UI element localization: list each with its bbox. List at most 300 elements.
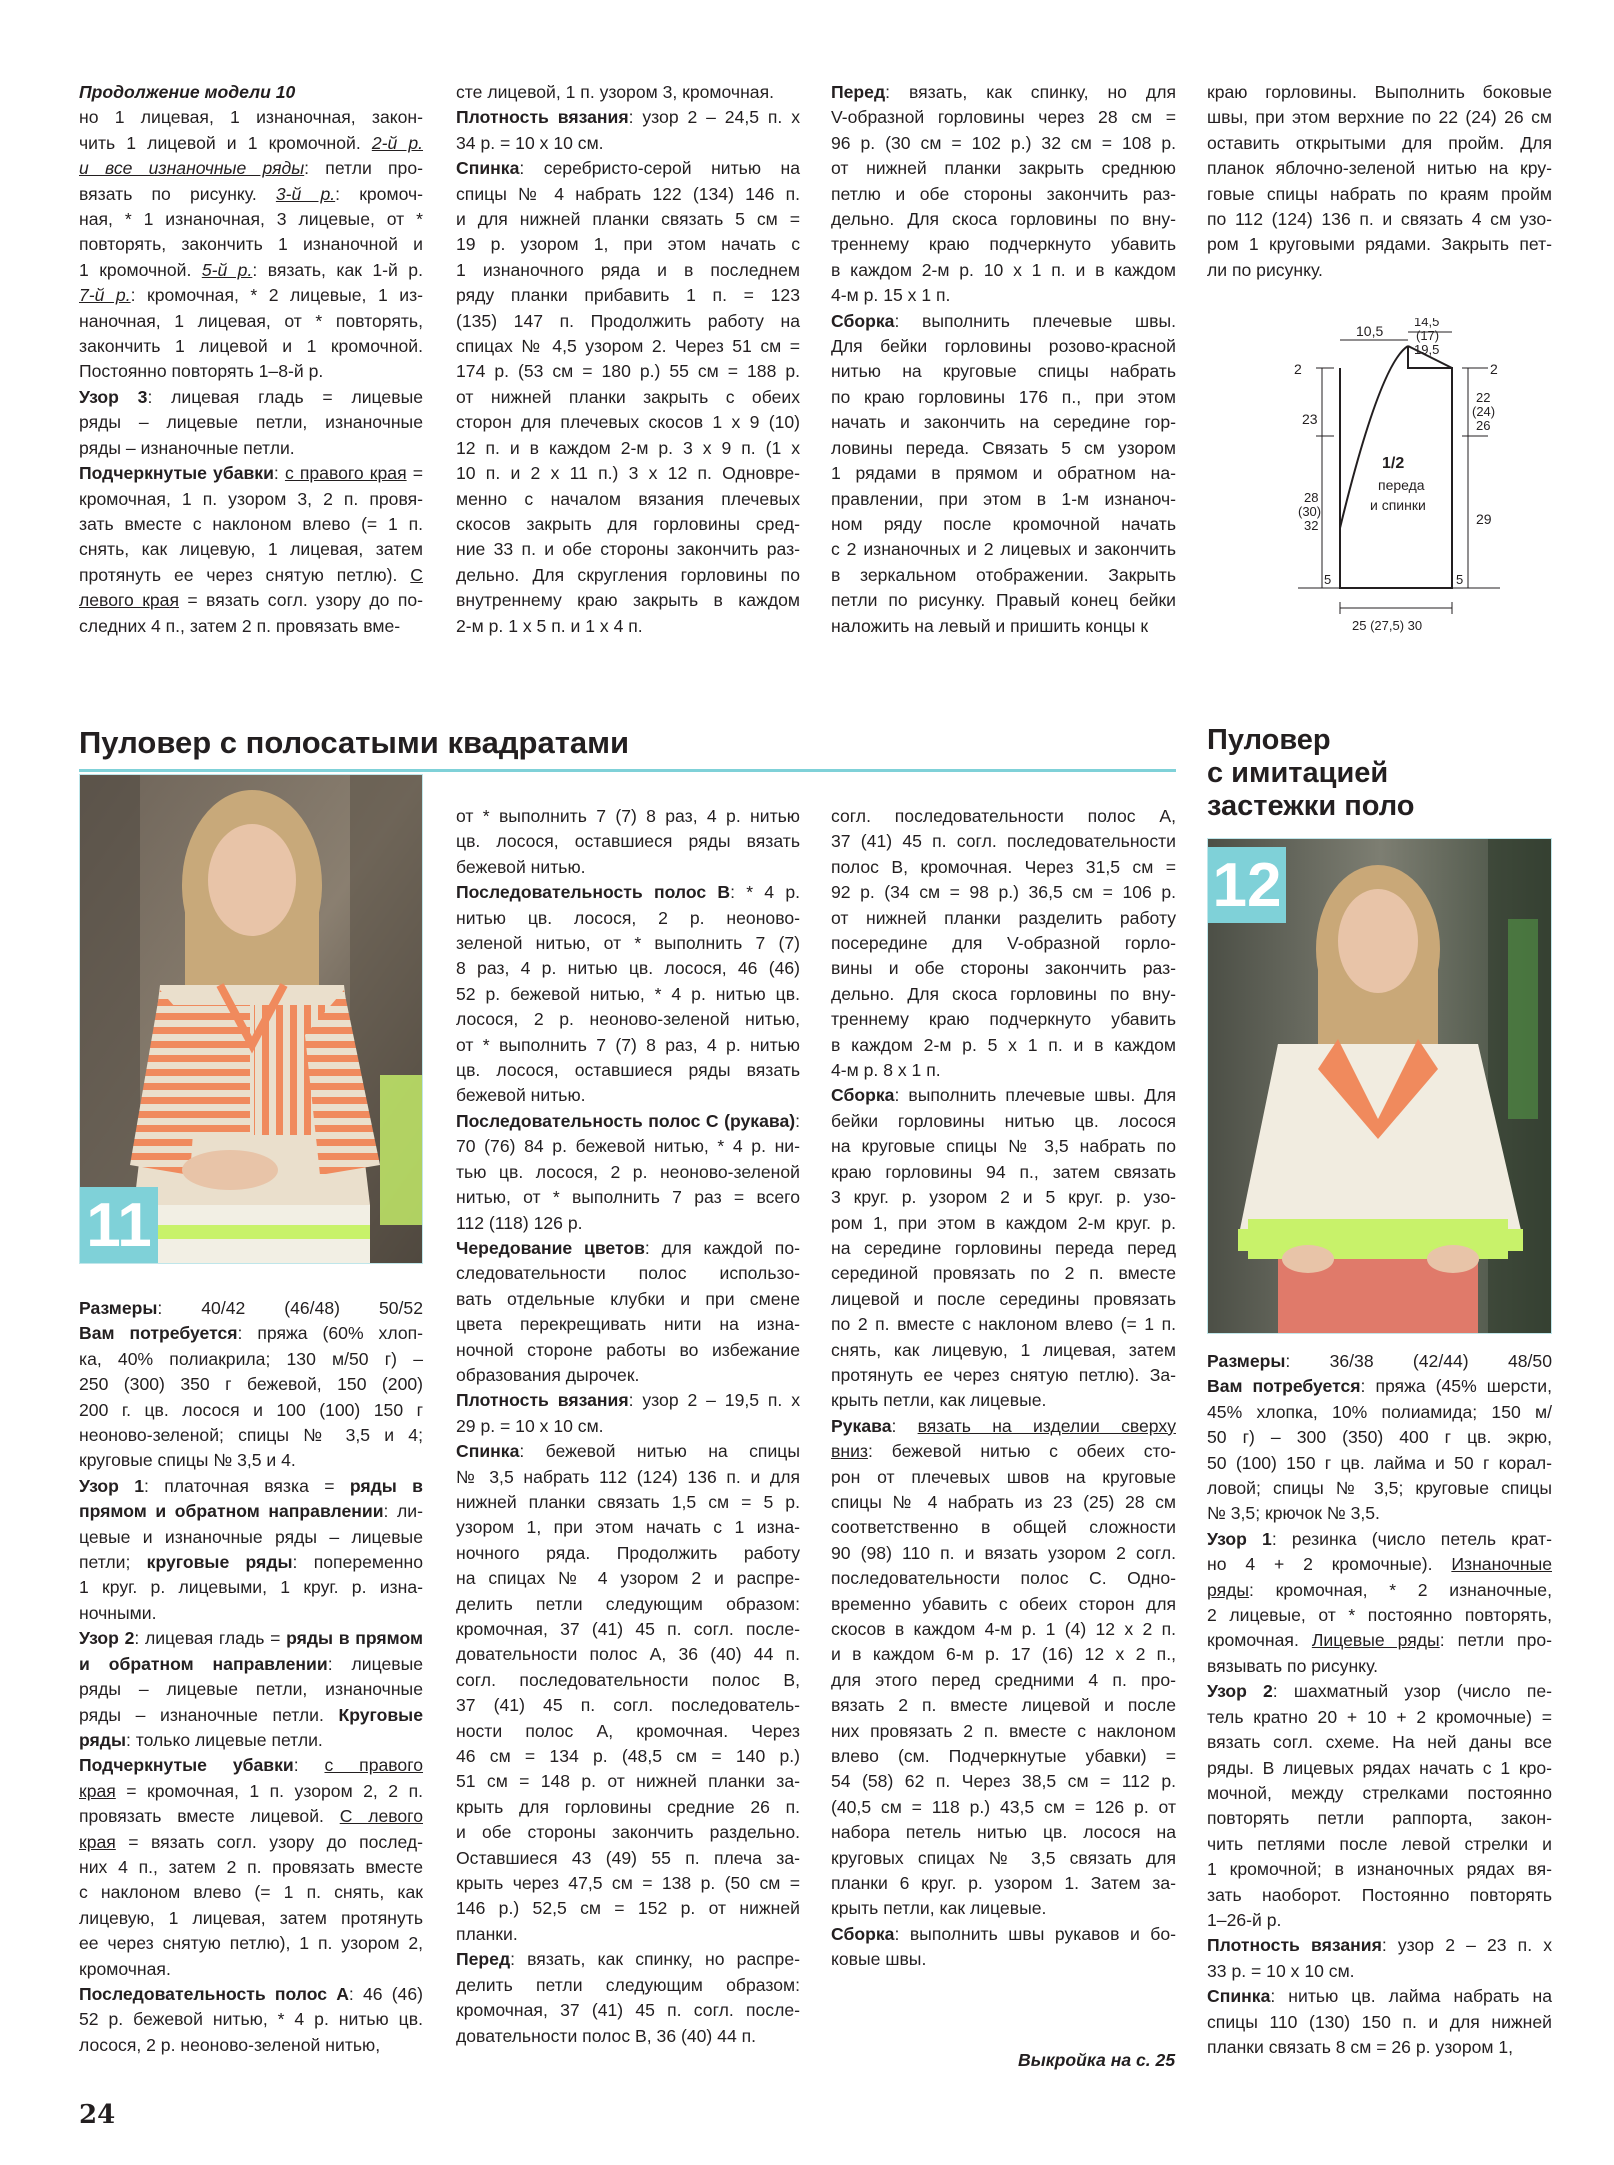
text-run: них провязать 2 п. вместе с наклоном xyxy=(831,1720,1176,1741)
text-line xyxy=(831,1414,1176,1439)
text-run: снять, как лицевую, 1 лицевая, затем xyxy=(831,1339,1176,1360)
text-run: согл. последовательности полос В, xyxy=(456,1669,800,1690)
text-line xyxy=(456,1820,800,1845)
text-line xyxy=(79,512,423,537)
text-run: 34 р. = 10 х 10 см. xyxy=(456,132,604,153)
text-run: 8 раз, 4 р. нитью цв. лосося, 46 (46) xyxy=(456,958,800,979)
text-line xyxy=(831,880,1176,905)
text-run: 90 (98) 110 п. и вязать узором 2 согл. xyxy=(831,1542,1176,1563)
text-line xyxy=(79,1830,423,1855)
text-line xyxy=(456,1007,800,1032)
text-line xyxy=(456,207,800,232)
text-run: : для каждой по- xyxy=(644,1237,800,1258)
underlined-term: ряды xyxy=(1207,1579,1250,1600)
text-run: нитью, от * выполнить 7 раз = всего xyxy=(456,1187,800,1208)
text-line xyxy=(456,1769,800,1794)
text-run: швы, при этом верхние по 22 (24) 26 см xyxy=(1207,107,1552,128)
text-line xyxy=(1207,1806,1552,1831)
text-run: бежевой нитью. xyxy=(456,1085,586,1106)
schema-label: 14,5 xyxy=(1414,318,1440,329)
bold-term: Подчеркнутые убавки xyxy=(79,463,274,484)
text-run: 10 п. и 2 х 11 п.) 3 х 12 п. Одновре- xyxy=(456,463,800,484)
text-run: крыть через 47,5 см = 138 р. (50 см = xyxy=(456,1873,800,1894)
text-line xyxy=(79,1626,423,1651)
text-line xyxy=(456,1947,800,1972)
text-run: : петли про- xyxy=(304,158,423,179)
text-line xyxy=(456,1211,800,1236)
text-run: соответственно в общей сложности xyxy=(831,1517,1176,1538)
text-run: наложить на левый и пришить концы к xyxy=(831,615,1149,636)
bold-term: Последовательность полос В xyxy=(456,882,731,903)
text-line xyxy=(456,1566,800,1591)
text-run: 1 кромочной. xyxy=(79,259,202,280)
text-run: узором 1, при этом начать с 1 изна- xyxy=(456,1517,800,1538)
text-run: лицевой и после середины провязать xyxy=(831,1288,1176,1309)
text-run: петли; xyxy=(79,1552,147,1573)
text-run: : шахматный узор (число пе- xyxy=(1272,1681,1552,1702)
model-11-col-1 xyxy=(79,1296,423,2058)
text-line xyxy=(831,1668,1176,1693)
text-line xyxy=(831,258,1176,283)
text-line xyxy=(456,1973,800,1998)
text-line xyxy=(831,1820,1176,1845)
text-line xyxy=(79,1474,423,1499)
text-run: набора петель нитью цв. лосося на xyxy=(831,1822,1176,1843)
text-run: 54 (58) 62 п. Через 38,5 см = 112 р. xyxy=(831,1771,1176,1792)
text-line xyxy=(79,436,423,461)
text-run: 96 р. (30 см = 102 р.) 32 см = 108 р. xyxy=(831,132,1176,153)
text-run: ночного ряда. Продолжить работу xyxy=(456,1542,800,1563)
text-line xyxy=(79,156,423,181)
text-line xyxy=(456,982,800,1007)
text-line xyxy=(456,487,800,512)
text-run: в каждом 2-м р. 5 х 1 п. и в каждом xyxy=(831,1034,1176,1055)
text-line xyxy=(456,1439,800,1464)
text-run: : петли про- xyxy=(1439,1630,1553,1651)
text-run: 3 круг. р. узором 2 и 5 круг. р. узо- xyxy=(831,1187,1176,1208)
bold-term: Сборка xyxy=(831,1085,895,1106)
text-run: с 2 изнаночных и 2 лицевых и закончить xyxy=(831,539,1176,560)
text-line xyxy=(456,2024,800,2049)
text-line xyxy=(831,1109,1176,1134)
text-line xyxy=(456,1465,800,1490)
text-run: чить петлями после левой стрелки и xyxy=(1207,1833,1552,1854)
text-line xyxy=(1207,182,1552,207)
text-line xyxy=(831,563,1176,588)
text-run: : бежевой нитью с обеих сто- xyxy=(867,1441,1176,1462)
text-run: 4-м р. 15 х 1 п. xyxy=(831,285,951,306)
text-run: 46 см = 134 р. (48,5 см = 140 р.) xyxy=(456,1746,800,1767)
bold-term: Узор 1 xyxy=(1207,1528,1272,1549)
text-line xyxy=(1207,1628,1552,1653)
text-line xyxy=(1207,1756,1552,1781)
text-run: нижней планки связать 1,5 см = 5 р. xyxy=(456,1491,800,1512)
text-run: 37 (41) 45 п. согл. последователь- xyxy=(456,1695,800,1716)
text-run: ка, 40% полиакрила; 130 м/50 г) – xyxy=(79,1348,423,1369)
text-line xyxy=(79,1321,423,1346)
text-line xyxy=(456,436,800,461)
text-line xyxy=(79,131,423,156)
text-run: 33 р. = 10 х 10 см. xyxy=(1207,1960,1355,1981)
text-line xyxy=(79,334,423,359)
text-run: 1 рядами в прямом и обратном на- xyxy=(831,463,1176,484)
text-line xyxy=(831,931,1176,956)
text-line xyxy=(831,283,1176,308)
text-run: спицы 110 (130) 150 п. и для нижней xyxy=(1207,2011,1552,2032)
text-run: повторять, закончить 1 изнаночной и xyxy=(79,234,423,255)
text-line xyxy=(831,1693,1176,1718)
bold-term: Плотность вязания xyxy=(456,1390,629,1411)
bold-term: Узор 2 xyxy=(1207,1681,1273,1702)
text-line xyxy=(456,956,800,981)
text-run: довательности полос А, 36 (40) 44 п. xyxy=(456,1644,800,1665)
text-run: протянуть ее через снятую петлю). xyxy=(79,564,411,585)
text-run: : кромочная, * 2 лицевые, 1 из- xyxy=(130,285,424,306)
text-run: скосов закрыть для горловины сред- xyxy=(456,513,800,534)
bold-term: Перед xyxy=(831,82,886,102)
text-run: оставить открытыми для пройм. Для xyxy=(1207,132,1552,153)
underlined-term: края xyxy=(79,1831,116,1852)
schema-label: (24) xyxy=(1472,404,1496,419)
text-line xyxy=(831,1617,1176,1642)
text-line xyxy=(831,232,1176,257)
text-line xyxy=(831,804,1176,829)
text-line xyxy=(1207,2035,1552,2060)
text-run: мочной, между стрелками постоянно xyxy=(1207,1782,1552,1803)
text-line xyxy=(79,385,423,410)
text-run: = вязать согл. узору до по- xyxy=(178,590,423,611)
text-line xyxy=(456,461,800,486)
text-line xyxy=(831,1160,1176,1185)
underlined-term: вязать на изделии сверху xyxy=(917,1415,1176,1436)
text-run: : лицевая гладь = xyxy=(134,1628,287,1649)
underlined-term: С xyxy=(410,564,423,585)
text-line xyxy=(831,1363,1176,1388)
text-line xyxy=(456,283,800,308)
text-line xyxy=(831,1642,1176,1667)
underlined-term: с правого края xyxy=(284,463,407,484)
text-line xyxy=(1207,1374,1552,1399)
text-run: 52 р. бежевой нитью, * 4 р. нитью цв. xyxy=(456,983,800,1004)
text-run: : выполнить плечевые швы. Для xyxy=(894,1085,1176,1106)
text-run: делить петли следующим образом: xyxy=(456,1593,800,1614)
model-12-title xyxy=(1207,724,1414,823)
text-line xyxy=(79,1601,423,1626)
text-line xyxy=(79,1550,423,1575)
text-run: кромочная. xyxy=(1207,1630,1312,1651)
text-run: : попеременно xyxy=(292,1552,423,1573)
schema-label: 2 xyxy=(1294,361,1302,377)
pattern-page-reference: Выкройка на с. 25 xyxy=(1018,2050,1176,2070)
text-run: V-образной горловины через 28 см = xyxy=(831,107,1176,128)
bold-term: Вам потребуется xyxy=(1207,1376,1361,1397)
text-line xyxy=(831,1388,1176,1413)
text-line xyxy=(456,1896,800,1921)
text-run: лосося, 2 р. неоново-зеленой нитью, xyxy=(79,2034,381,2055)
text-line xyxy=(456,1414,800,1439)
text-run: : резинка (число петель крат- xyxy=(1271,1528,1552,1549)
underlined-term: вниз xyxy=(831,1441,868,1462)
text-run: дельно. Для скоса горловины по вну- xyxy=(831,983,1176,1004)
text-run: ряды – лицевые петли, изнаночные xyxy=(79,1679,423,1700)
text-line xyxy=(79,309,423,334)
text-line xyxy=(79,2007,423,2032)
bold-term: Спинка xyxy=(456,158,520,179)
text-run: кромочная, 37 (41) 45 п. согл. после- xyxy=(456,2000,800,2021)
text-run: кромочная, 1 п. узором 3, 2 п. провя- xyxy=(79,488,423,509)
text-line xyxy=(456,80,800,105)
text-line xyxy=(831,1033,1176,1058)
text-line xyxy=(79,1398,423,1423)
text-run: кромочная. xyxy=(79,1958,171,1979)
text-line xyxy=(1207,1654,1552,1679)
text-line xyxy=(1207,1959,1552,1984)
text-run: 200 г. цв. лосося и 100 (100) 150 г xyxy=(79,1399,423,1420)
text-line xyxy=(79,1728,423,1753)
text-run: : лицевые xyxy=(327,1653,424,1674)
text-line xyxy=(456,1058,800,1083)
text-line xyxy=(79,588,423,613)
text-run: 250 (300) 350 г бежевой, 150 (200) xyxy=(79,1374,423,1395)
text-run: ная, * 1 изнаночная, 3 лицевые, от * xyxy=(79,209,423,230)
underlined-term: и все изнаночные ряды xyxy=(79,158,305,179)
text-run: зать наоборот. Постоянно повторять xyxy=(1207,1884,1552,1905)
bold-term: Вам потребуется xyxy=(79,1323,238,1344)
schema-label: 5 xyxy=(1324,572,1332,587)
text-line xyxy=(1207,131,1552,156)
bold-term: Узор 1 xyxy=(79,1475,145,1496)
text-line xyxy=(831,1541,1176,1566)
text-line xyxy=(456,182,800,207)
text-line xyxy=(456,131,800,156)
text-run: = xyxy=(406,463,423,484)
text-line xyxy=(831,80,1176,105)
text-run: ночной стороне работы во избежание xyxy=(456,1339,800,1360)
underlined-term: края xyxy=(79,1780,116,1801)
text-line xyxy=(79,258,423,283)
text-line xyxy=(831,1795,1176,1820)
text-run: провязать вместе лицевой. xyxy=(79,1806,340,1827)
text-run: полос В, кромочная. Через 31,5 см = xyxy=(831,856,1176,877)
text-run: ром 1 круговыми рядами. Закрыть пет- xyxy=(1207,234,1552,255)
text-line xyxy=(1207,1705,1552,1730)
text-line xyxy=(456,880,800,905)
text-line xyxy=(831,410,1176,435)
text-run: на спицах № 4 узором 2 и распре- xyxy=(456,1568,800,1589)
text-run: : 36/38 (42/44) 48/50 xyxy=(1285,1351,1552,1371)
text-line xyxy=(456,1490,800,1515)
schema-label: 29 xyxy=(1476,511,1492,527)
text-run: цвета перекрещивать нити на изна- xyxy=(456,1314,800,1335)
text-line xyxy=(456,1515,800,1540)
text-line xyxy=(831,1083,1176,1108)
text-run: от * выполнить 7 (7) 8 раз, 4 р. нитью xyxy=(456,806,800,826)
text-run: вязывать по рисунку. xyxy=(1207,1655,1378,1676)
text-run: от нижней планки закрыть среднюю xyxy=(831,158,1176,179)
text-line xyxy=(831,182,1176,207)
text-run: ловины переда. Связать 5 см узором xyxy=(831,437,1176,458)
text-line xyxy=(456,1312,800,1337)
text-line xyxy=(831,829,1176,854)
text-run: от нижней планки разделить работу xyxy=(831,907,1176,928)
text-run: 92 р. (34 см = 98 р.) 36,5 см = 106 р. xyxy=(831,882,1176,903)
text-run: ние 33 п. и обе стороны закончить раз- xyxy=(456,539,800,560)
text-run: согл. последовательности полос А, xyxy=(831,806,1176,826)
text-line xyxy=(1207,156,1552,181)
text-run: вязать 2 п. вместе лицевой и после xyxy=(831,1695,1176,1716)
text-line xyxy=(456,232,800,257)
text-line xyxy=(1207,1679,1552,1704)
text-line xyxy=(456,1744,800,1769)
text-run: 50 (100) 150 г цв. лайма и 50 г корал- xyxy=(1207,1452,1552,1473)
text-line xyxy=(1207,1476,1552,1501)
text-line xyxy=(456,105,800,130)
text-run: образования дырочек. xyxy=(456,1364,640,1385)
text-line xyxy=(79,410,423,435)
underlined-term: 5-й р. xyxy=(201,259,253,280)
text-run: начать и закончить на середине гор- xyxy=(831,412,1176,433)
underlined-term: С левого xyxy=(339,1806,423,1827)
text-line xyxy=(79,2033,423,2058)
text-line xyxy=(831,1947,1176,1972)
text-line xyxy=(1207,1400,1552,1425)
text-line xyxy=(1207,105,1552,130)
text-line xyxy=(456,1261,800,1286)
text-line xyxy=(79,487,423,512)
text-line xyxy=(1207,1603,1552,1628)
bold-term: прямом и обратном направлении xyxy=(79,1501,384,1522)
text-run: Оставшиеся 43 (49) 55 п. плеча за- xyxy=(456,1847,800,1868)
text-line xyxy=(79,461,423,486)
text-line xyxy=(456,1617,800,1642)
model-11-col-2 xyxy=(456,804,800,2049)
text-run: ее через снятую петлю), 1 п. узором 2, xyxy=(79,1933,423,1954)
text-run: 51 см = 148 р. от нижней планки за- xyxy=(456,1771,800,1792)
text-line xyxy=(79,80,423,105)
text-run: ном ряду после кромочной начать xyxy=(831,513,1176,534)
text-run: повторять петли раппорта, закон- xyxy=(1207,1808,1552,1829)
bold-term: Размеры xyxy=(79,1298,158,1318)
text-line xyxy=(456,855,800,880)
text-line xyxy=(1207,1501,1552,1526)
text-line xyxy=(831,537,1176,562)
page-number: 24 xyxy=(79,2100,116,2130)
text-line xyxy=(79,232,423,257)
text-run: : лицевая гладь = лицевые xyxy=(147,386,423,407)
model-11-number: 11 xyxy=(80,1187,158,1263)
text-line xyxy=(831,855,1176,880)
text-run: спицах № 4,5 узором 2. Через 51 см = xyxy=(456,336,800,357)
text-line xyxy=(79,359,423,384)
text-line xyxy=(831,1846,1176,1871)
text-run: : xyxy=(795,1110,800,1131)
text-line xyxy=(831,487,1176,512)
text-line xyxy=(831,1261,1176,1286)
text-run: : 46 (46) xyxy=(348,1983,423,2004)
text-run: круговые спицы № 3,5 и 4. xyxy=(79,1450,296,1471)
model-12-title-line-1: Пуловер xyxy=(1207,724,1331,756)
text-line xyxy=(831,614,1176,639)
text-run: : кромоч- xyxy=(335,183,423,204)
text-run: : серебристо-серой нитью на xyxy=(519,158,800,179)
text-run: говые спицы набрать по краям пройм xyxy=(1207,183,1552,204)
text-line xyxy=(1207,2010,1552,2035)
text-line xyxy=(831,461,1176,486)
text-line xyxy=(831,1439,1176,1464)
text-line xyxy=(456,1719,800,1744)
underlined-term: 7-й р. xyxy=(79,285,131,306)
text-line xyxy=(456,309,800,334)
text-run: № 3,5 набрать 112 (124) 136 п. и для xyxy=(456,1466,800,1487)
bold-term: Продолжение модели 10 xyxy=(79,82,296,102)
text-line xyxy=(831,1058,1176,1083)
text-line xyxy=(456,614,800,639)
text-run: по 112 (124) 136 п. и связать 4 см узо- xyxy=(1207,209,1552,230)
text-run: дельно. Для скоса горловины по вну- xyxy=(831,209,1176,230)
text-line xyxy=(1207,1883,1552,1908)
text-run: : вязать, как 1-й р. xyxy=(252,259,423,280)
bold-term: Сборка xyxy=(831,1923,895,1944)
model-12-photo xyxy=(1207,838,1552,1334)
text-run: 19 р. узором 1, при этом начать с xyxy=(456,234,800,255)
schema-label: 19,5 xyxy=(1414,342,1440,357)
bold-term: Последовательность полос А xyxy=(79,1983,349,2004)
text-run: 146 р.) 52,5 см = 152 р. от нижней xyxy=(456,1898,800,1919)
text-run: планки. xyxy=(456,1923,518,1944)
text-run: закончить 1 лицевой и 1 кромочной. xyxy=(79,336,423,357)
bold-term: ряды в xyxy=(349,1475,423,1496)
text-run: : выполнить швы рукавов и бо- xyxy=(894,1923,1176,1944)
text-line xyxy=(1207,1425,1552,1450)
text-run: дельно. Для скругления горловины по xyxy=(456,564,800,585)
text-line xyxy=(831,982,1176,1007)
text-run: : платочная вязка = xyxy=(144,1475,350,1496)
underlined-term: 2-й р. xyxy=(371,132,424,153)
schema-label: 26 xyxy=(1476,418,1491,433)
text-line xyxy=(456,588,800,613)
text-run: от нижней планки закрыть с обеих xyxy=(456,386,800,407)
bold-term: Перед xyxy=(456,1949,511,1970)
text-line xyxy=(1207,258,1552,283)
text-line xyxy=(456,258,800,283)
text-line xyxy=(456,1922,800,1947)
text-line xyxy=(1207,1578,1552,1603)
text-line xyxy=(456,1338,800,1363)
text-run: неоново-зеленой; спицы № 3,5 и 4; xyxy=(79,1425,423,1446)
text-line xyxy=(456,385,800,410)
text-run: следних 4 п., затем 2 п. провязать вме- xyxy=(79,615,401,636)
text-line xyxy=(831,207,1176,232)
text-run: посередине для V-образной горло- xyxy=(831,933,1176,954)
text-run: протянуть ее через снятую петлю). За- xyxy=(831,1364,1176,1385)
text-run: ряды – изнаночные петли. xyxy=(79,1704,339,1725)
text-run: 45% хлопка, 10% полиамида; 150 м/ xyxy=(1207,1401,1552,1422)
text-run: ности полос А, кромочная. Через xyxy=(456,1720,800,1741)
text-line xyxy=(456,906,800,931)
text-line xyxy=(79,1804,423,1829)
text-line xyxy=(79,1448,423,1473)
text-run: вязать по рисунку. xyxy=(79,183,276,204)
text-line xyxy=(1207,1527,1552,1552)
text-line xyxy=(831,906,1176,931)
text-line xyxy=(456,1236,800,1261)
top-col-3 xyxy=(831,80,1176,639)
text-line xyxy=(831,1515,1176,1540)
text-line xyxy=(1207,1730,1552,1755)
schema-label: 25 (27,5) 30 xyxy=(1352,618,1423,633)
text-line xyxy=(831,1236,1176,1261)
text-run: снять, как лицевую, 1 лицевая, затем xyxy=(79,539,423,560)
